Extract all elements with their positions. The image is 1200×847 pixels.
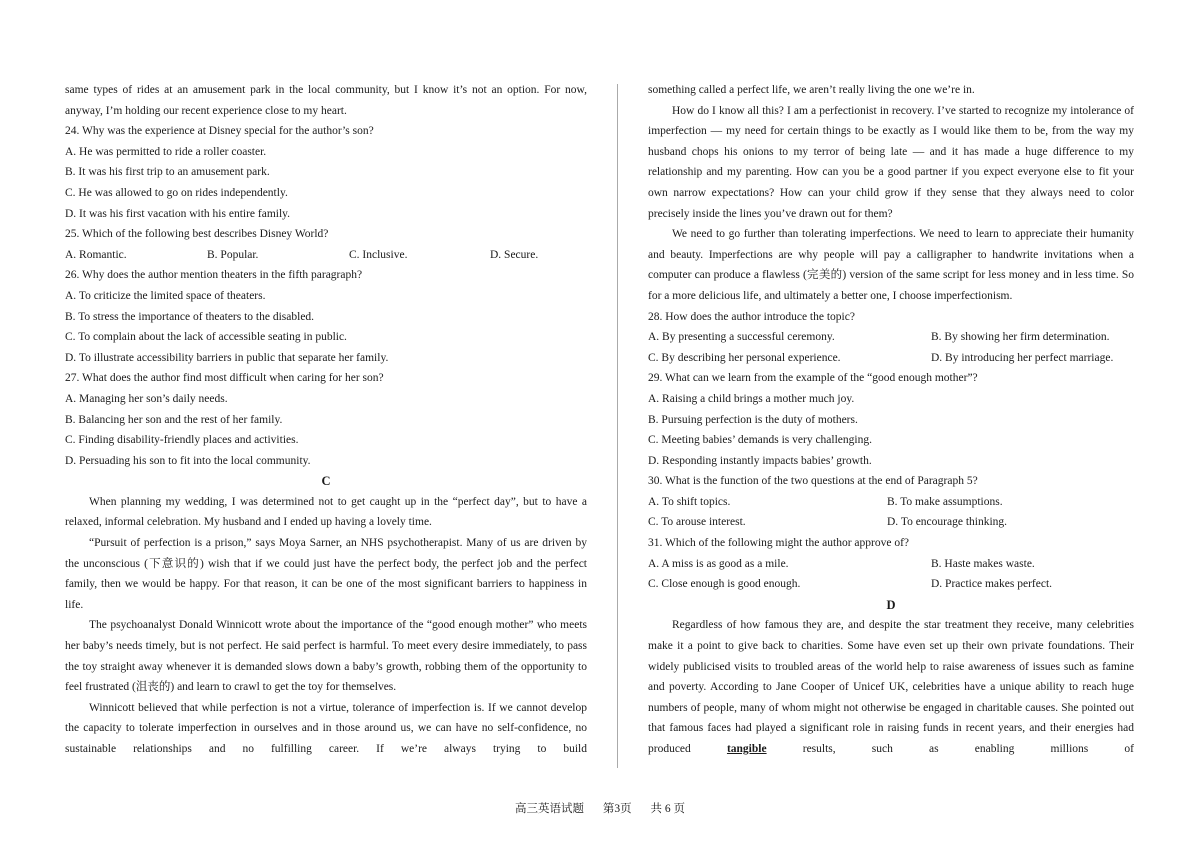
option-30d: D. To encourage thinking. — [887, 516, 1008, 529]
paragraph: We need to go further than tolerating imperfections. We need to learn to appreciate their humanity and beauty. Imperfections are why people will pay a calligrapher to handwrite invitations when a computer can produce a flawless (完美的) version of the same script for less money and in less time. So for a more delicious life, and ultimately a better one, I choose imperfectionism. — [648, 228, 1134, 302]
option-25a: A. Romantic. — [65, 248, 127, 261]
option-28b: B. By showing her firm determination. — [931, 331, 1110, 344]
page-footer — [0, 800, 1200, 816]
question-29: 29. What can we learn from the example of the “good enough mother”? — [648, 372, 978, 385]
option-27c: C. Finding disability-friendly places and activities. — [65, 434, 299, 447]
option-26a: A. To criticize the limited space of theaters. — [65, 289, 266, 302]
option-25b: B. Popular. — [207, 248, 259, 261]
option-29b: B. Pursuing perfection is the duty of mothers. — [648, 413, 858, 426]
option-30b: B. To make assumptions. — [887, 495, 1003, 508]
underlined-word: tangible — [726, 743, 767, 755]
option-24b: B. It was his first trip to an amusement park. — [65, 166, 270, 179]
footer-page-number: 第3页 — [602, 803, 632, 815]
question-25: 25. Which of the following best describes Disney World? — [65, 228, 329, 241]
options-31-ab — [648, 554, 1134, 575]
option-31c: C. Close enough is good enough. — [648, 578, 801, 591]
question-31: 31. Which of the following might the author approve of? — [648, 537, 910, 550]
option-28a: A. By presenting a successful ceremony. — [648, 331, 835, 344]
option-26b: B. To stress the importance of theaters to the disabled. — [65, 310, 315, 323]
options-31-cd — [648, 574, 1134, 595]
option-27a: A. Managing her son’s daily needs. — [65, 392, 228, 405]
paragraph — [648, 615, 1134, 759]
column-divider — [617, 84, 618, 768]
paragraph-text: results, such as enabling millions of — [766, 743, 1134, 755]
paragraph-text: Regardless of how famous they are, and despite the star treatment they receive, many celebrities make it a point to give back to charities. Some have even set up their own private foundations. Their widely publicised visits to troubled areas of the world help to raise awareness of issues such as famine and poverty. According to Jane Cooper of Unicef UK, celebrities have a unique ability to reach huge numbers of people, many of whom might not otherwise be engaged in charitable causes. She pointed out that famous faces had played a significant role in raising funds in recent years, and their energies had produced — [648, 619, 1134, 755]
options-28-ab — [648, 327, 1134, 348]
option-24d: D. It was his first vacation with his entire family. — [65, 207, 291, 220]
continued-line: something called a perfect life, we aren’t really living the one we’re in. — [648, 84, 975, 96]
option-27d: D. Persuading his son to fit into the local community. — [65, 454, 311, 467]
options-28-cd — [648, 348, 1134, 369]
option-24a: A. He was permitted to ride a roller coaster. — [65, 145, 267, 158]
option-26d: D. To illustrate accessibility barriers in public that separate her family. — [65, 351, 389, 364]
footer-total-pages: 共 6 页 — [650, 803, 685, 815]
option-24c: C. He was allowed to go on rides independently. — [65, 186, 288, 199]
paragraph: When planning my wedding, I was determined not to get caught up in the “perfect day”, but to have a relaxed, informal celebration. My husband and I ended up having a lovely time. — [65, 495, 587, 529]
paragraph: “Pursuit of perfection is a prison,” says Moya Sarner, an NHS psychotherapist. Many of us are driven by the unconscious (下意识的) wish that if we could just have the perfect body, the perfect job and the perfect family, then we would be happy. For that reason, it can be one of the most significant barriers to happiness in life. — [65, 537, 587, 611]
right-column — [648, 80, 1134, 760]
option-31d: D. Practice makes perfect. — [931, 578, 1053, 591]
continued-line: anyway, I’m holding our recent experience close to my heart. — [65, 104, 347, 117]
question-28: 28. How does the author introduce the topic? — [648, 310, 855, 323]
footer-subject: 高三英语试题 — [515, 803, 584, 815]
paragraph: The psychoanalyst Donald Winnicott wrote about the importance of the “good enough mother” who meets her baby’s needs timely, but is not perfect. He said perfect is harmful. To meet every desire immediately, to pass the toy straight away whenever it is demanded slows down a baby’s growth, robbing them of the opportunity to feel frustrated (沮丧的) and learn to crawl to get the toy for themselves. — [65, 619, 587, 694]
option-30c: C. To arouse interest. — [648, 516, 746, 529]
option-28c: C. By describing her personal experience. — [648, 351, 841, 364]
option-30a: A. To shift topics. — [648, 495, 731, 508]
option-27b: B. Balancing her son and the rest of her family. — [65, 413, 283, 426]
option-28d: D. By introducing her perfect marriage. — [931, 351, 1114, 364]
options-25 — [65, 245, 587, 266]
paragraph: Winnicott believed that while perfection is not a virtue, tolerance of imperfection is. If we cannot develop the capacity to tolerate imperfection in ourselves and in those around us, we can have no self-confidence, no sustainable relationships and no fulfilling career. If we’re always trying to build — [65, 701, 587, 755]
options-30-cd — [648, 512, 1134, 533]
option-31b: B. Haste makes waste. — [931, 557, 1035, 570]
continued-line: same types of rides at an amusement park in the local community, but I know it’s not an option. For now, — [65, 84, 587, 96]
option-31a: A. A miss is as good as a mile. — [648, 557, 789, 570]
option-25d: D. Secure. — [490, 248, 539, 261]
option-26c: C. To complain about the lack of accessible seating in public. — [65, 331, 347, 344]
options-30-ab — [648, 492, 1134, 513]
left-column — [65, 80, 587, 760]
option-25c: C. Inclusive. — [349, 248, 408, 261]
question-26: 26. Why does the author mention theaters in the fifth paragraph? — [65, 269, 363, 282]
question-24: 24. Why was the experience at Disney special for the author’s son? — [65, 125, 374, 138]
paragraph: How do I know all this? I am a perfectionist in recovery. I’ve started to recognize my intolerance of imperfection — my need for certain things to be exactly as I would like them to be, from the way my husband chops his onions to my terror of being late — and it has made a huge difference to my relationship and my parenting. How can you be a good partner if you expect everyone else to fit your own narrow expectations? How can your child grow if they sense that they always need to color precisely inside the lines you’ve drawn out for them? — [648, 104, 1134, 220]
option-29d: D. Responding instantly impacts babies’ growth. — [648, 454, 872, 467]
question-27: 27. What does the author find most difficult when caring for her son? — [65, 372, 384, 385]
section-heading-d: D — [886, 597, 896, 612]
option-29c: C. Meeting babies’ demands is very challenging. — [648, 434, 872, 447]
section-heading-c: C — [321, 474, 331, 489]
option-29a: A. Raising a child brings a mother much joy. — [648, 392, 855, 405]
question-30: 30. What is the function of the two questions at the end of Paragraph 5? — [648, 475, 978, 488]
